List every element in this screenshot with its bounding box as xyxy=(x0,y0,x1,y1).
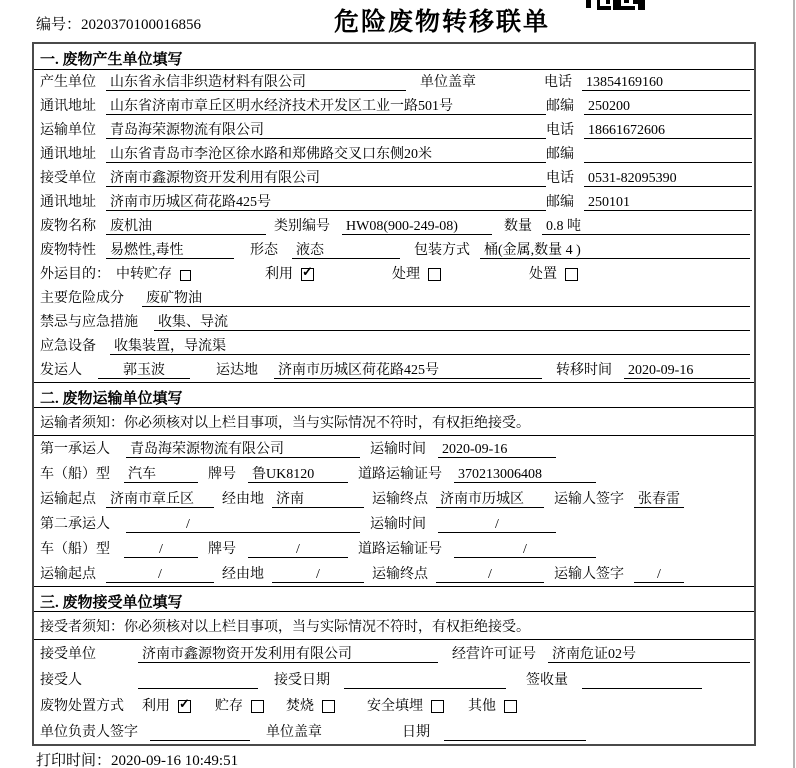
route2-row xyxy=(34,561,754,586)
transport-time1-label: 运输时间 xyxy=(370,442,426,457)
transporter-address-field: 山东省青岛市李沧区徐水路和郑佛路交叉口东侧20米 xyxy=(106,146,546,163)
producer-zip-field: 250200 xyxy=(584,98,752,115)
route2-start-field: / xyxy=(106,566,214,583)
packaging-label: 包装方式 xyxy=(414,243,470,258)
route2-start-label: 运输起点 xyxy=(40,567,96,582)
plate1-field: 鲁UK8120 xyxy=(248,466,348,483)
unit-seal-label: 单位盖章 xyxy=(420,75,476,90)
purpose-utilize-label: 利用 xyxy=(265,267,293,282)
receiver-phone-label: 电话 xyxy=(546,171,574,186)
vehicle1-type-field: 汽车 xyxy=(124,466,198,483)
emergency-measures-field: 收集、导流 xyxy=(154,314,750,331)
transport-time2-label: 运输时间 xyxy=(370,517,426,532)
waste-qty-field: 0.8 吨 xyxy=(542,218,750,235)
serial-value: 2020370100016856 xyxy=(81,17,202,33)
acceptor-field xyxy=(138,672,258,689)
route1-row xyxy=(34,486,754,511)
route1-end-field: 济南市历城区 xyxy=(436,491,544,508)
signed-quantity-field xyxy=(582,672,702,689)
receiver-address-field: 济南市历城区荷花路425号 xyxy=(106,194,546,211)
chief-signature-row xyxy=(34,718,754,744)
business-permit-label: 经营许可证号 xyxy=(452,647,536,662)
receiver-phone-field: 0531-82095390 xyxy=(584,170,752,187)
document-header xyxy=(0,0,796,42)
transporter-unit-field: 青岛海荣源物流有限公司 xyxy=(106,122,546,139)
transporter-address-label: 通讯地址 xyxy=(40,147,96,162)
disposal-other-label: 其他 xyxy=(468,699,496,714)
purpose-dispose-label: 处置 xyxy=(529,267,557,282)
transfer-time-label: 转移时间 xyxy=(556,363,612,378)
serial-label: 编号： xyxy=(36,17,82,33)
emergency-equipment-row xyxy=(34,334,754,358)
emergency-equipment-field: 收集装置，导流渠 xyxy=(110,338,750,355)
producer-zip-label: 邮编 xyxy=(546,99,574,114)
first-carrier-row xyxy=(34,436,754,461)
utilize-checkbox-checked xyxy=(301,264,314,281)
route2-sign-label: 运输人签字 xyxy=(554,567,624,582)
section1-title: 一. 废物产生单位填写 xyxy=(34,44,754,70)
route2-sign-field: / xyxy=(634,566,684,583)
transport-purpose-label: 外运目的： xyxy=(40,267,110,282)
route1-start-label: 运输起点 xyxy=(40,492,96,507)
route1-end-label: 运输终点 xyxy=(372,492,428,507)
seal-date-field xyxy=(444,724,586,741)
producer-address-label: 通讯地址 xyxy=(40,99,96,114)
waste-name-label: 废物名称 xyxy=(40,219,96,234)
route2-end-label: 运输终点 xyxy=(372,567,428,582)
second-carrier-label: 第二承运人 xyxy=(40,517,110,532)
section3-title: 三. 废物接受单位填写 xyxy=(34,586,754,612)
receiver-unit-label: 接受单位 xyxy=(40,171,96,186)
transfer-storage-checkbox xyxy=(180,270,191,281)
transporter-zip-field xyxy=(584,146,752,163)
transporter-unit-row xyxy=(34,118,754,142)
destination-field: 济南市历城区荷花路425号 xyxy=(274,362,542,379)
destination-label: 运达地 xyxy=(216,363,258,378)
transfer-time-field: 2020-09-16 xyxy=(624,362,750,379)
serial-number xyxy=(36,13,201,34)
disposal-storage-label: 贮存 xyxy=(215,699,243,714)
plate2-label: 牌号 xyxy=(208,542,236,557)
route1-via-field: 济南 xyxy=(272,491,364,508)
first-carrier-label: 第一承运人 xyxy=(40,442,110,457)
road-permit1-label: 道路运输证号 xyxy=(358,467,442,482)
waste-character-label: 废物特性 xyxy=(40,243,96,258)
transport-time2-field: / xyxy=(438,516,556,533)
accept-unit-label: 接受单位 xyxy=(40,647,96,662)
business-permit-field: 济南危证02号 xyxy=(548,646,750,663)
dispatcher-field: 郭玉波 xyxy=(98,362,190,379)
plate1-label: 牌号 xyxy=(208,467,236,482)
purpose-treat-label: 处理 xyxy=(392,267,420,282)
producer-address-row xyxy=(34,94,754,118)
transporter-phone-field: 18661672606 xyxy=(584,122,752,139)
waste-character-field: 易燃性,毒性 xyxy=(106,242,234,259)
check-mark-icon: ✓ xyxy=(179,696,190,711)
emergency-measures-row xyxy=(34,310,754,334)
chief-signature-field xyxy=(150,724,250,741)
waste-form-label: 形态 xyxy=(250,243,278,258)
section2-title: 二. 废物运输单位填写 xyxy=(34,382,754,408)
qr-code-icon xyxy=(586,0,650,16)
print-time xyxy=(36,749,238,768)
receiver-seal-label: 单位盖章 xyxy=(266,725,322,740)
second-carrier-field: / xyxy=(126,516,360,533)
vehicle2-type-field: / xyxy=(124,541,198,558)
receiver-notice: 接受者须知：你必须核对以上栏目事项，当与实际情况不符时，有权拒绝接受。 xyxy=(34,612,754,640)
check-mark-icon: ✓ xyxy=(302,264,313,279)
receiver-address-label: 通讯地址 xyxy=(40,195,96,210)
page-title: 危险废物转移联单 xyxy=(334,9,551,36)
transporter-zip-label: 邮编 xyxy=(546,147,574,162)
page-edge-line xyxy=(793,0,795,768)
accept-date-field xyxy=(344,672,506,689)
transporter-address-row xyxy=(34,142,754,166)
chief-signature-label: 单位负责人签字 xyxy=(40,725,138,740)
print-time-value: 2020-09-16 10:49:51 xyxy=(111,753,239,768)
vehicle2-type-label: 车（船）型 xyxy=(40,542,110,557)
producer-unit-row xyxy=(34,70,754,94)
producer-unit-label: 产生单位 xyxy=(40,75,96,90)
road-permit1-field: 370213006408 xyxy=(454,466,596,483)
hazard-component-label: 主要危险成分 xyxy=(40,291,124,306)
disposal-method-row xyxy=(34,692,754,718)
waste-form-field: 液态 xyxy=(292,242,400,259)
dispose-checkbox xyxy=(565,268,578,281)
seal-date-label: 日期 xyxy=(402,725,430,740)
accept-unit-field: 济南市鑫源物资开发利用有限公司 xyxy=(138,646,438,663)
route1-start-field: 济南市章丘区 xyxy=(106,491,214,508)
disposal-utilize-checkbox-checked xyxy=(178,696,191,713)
second-carrier-row xyxy=(34,511,754,536)
disposal-incinerate-label: 焚烧 xyxy=(286,699,314,714)
waste-name-field: 废机油 xyxy=(106,218,266,235)
vehicle1-row xyxy=(34,461,754,486)
receiver-zip-field: 250101 xyxy=(584,194,752,211)
hazard-component-field: 废矿物油 xyxy=(142,290,750,307)
route1-sign-label: 运输人签字 xyxy=(554,492,624,507)
accept-unit-row xyxy=(34,640,754,666)
signed-quantity-label: 签收量 xyxy=(526,673,568,688)
receiver-address-row xyxy=(34,190,754,214)
receiver-unit-field: 济南市鑫源物资开发利用有限公司 xyxy=(106,170,546,187)
section-receiver xyxy=(34,586,754,744)
hazard-component-row xyxy=(34,286,754,310)
road-permit2-label: 道路运输证号 xyxy=(358,542,442,557)
emergency-measures-label: 禁忌与应急措施 xyxy=(40,315,138,330)
route2-via-label: 经由地 xyxy=(222,567,264,582)
waste-character-row xyxy=(34,238,754,262)
waste-code-label: 类别编号 xyxy=(274,219,330,234)
transporter-unit-label: 运输单位 xyxy=(40,123,96,138)
disposal-storage-checkbox xyxy=(251,700,264,713)
acceptor-label: 接受人 xyxy=(40,673,82,688)
packaging-field: 桶(金属,数量 4 ) xyxy=(480,242,750,259)
route2-end-field: / xyxy=(436,566,544,583)
receiver-unit-row xyxy=(34,166,754,190)
receiver-zip-label: 邮编 xyxy=(546,195,574,210)
disposal-landfill-label: 安全填埋 xyxy=(367,699,423,714)
manifest-form xyxy=(32,42,756,746)
section-transporter xyxy=(34,382,754,586)
print-time-label: 打印时间： xyxy=(36,753,112,768)
route2-via-field: / xyxy=(272,566,364,583)
vehicle2-row xyxy=(34,536,754,561)
producer-phone-label: 电话 xyxy=(544,75,572,90)
transporter-phone-label: 电话 xyxy=(546,123,574,138)
route1-via-label: 经由地 xyxy=(222,492,264,507)
producer-address-field: 山东省济南市章丘区明水经济技术开发区工业一路501号 xyxy=(106,98,546,115)
transport-purpose-row xyxy=(34,262,754,286)
vehicle1-type-label: 车（船）型 xyxy=(40,467,110,482)
transport-time1-field: 2020-09-16 xyxy=(438,441,556,458)
dispatcher-label: 发运人 xyxy=(40,363,82,378)
disposal-utilize-label: 利用 xyxy=(142,699,170,714)
dispatcher-row xyxy=(34,358,754,382)
section-producer xyxy=(34,44,754,382)
disposal-landfill-checkbox xyxy=(431,700,444,713)
acceptor-row xyxy=(34,666,754,692)
accept-date-label: 接受日期 xyxy=(274,673,330,688)
road-permit2-field: / xyxy=(454,541,596,558)
producer-unit-field: 山东省永信非织造材料有限公司 xyxy=(106,74,406,91)
route1-sign-field: 张春雷 xyxy=(634,491,684,508)
first-carrier-field: 青岛海荣源物流有限公司 xyxy=(126,441,360,458)
disposal-other-checkbox xyxy=(504,700,517,713)
waste-name-row xyxy=(34,214,754,238)
purpose-transfer-storage-label: 中转贮存 xyxy=(116,267,172,282)
plate2-field: / xyxy=(248,541,348,558)
treat-checkbox xyxy=(428,268,441,281)
transporter-notice: 运输者须知：你必须核对以上栏目事项，当与实际情况不符时，有权拒绝接受。 xyxy=(34,408,754,436)
waste-qty-label: 数量 xyxy=(504,219,532,234)
emergency-equipment-label: 应急设备 xyxy=(40,339,96,354)
disposal-method-label: 废物处置方式 xyxy=(40,699,124,714)
waste-code-field: HW08(900-249-08) xyxy=(342,218,492,235)
producer-phone-field: 13854169160 xyxy=(582,74,750,91)
disposal-incinerate-checkbox xyxy=(322,700,335,713)
